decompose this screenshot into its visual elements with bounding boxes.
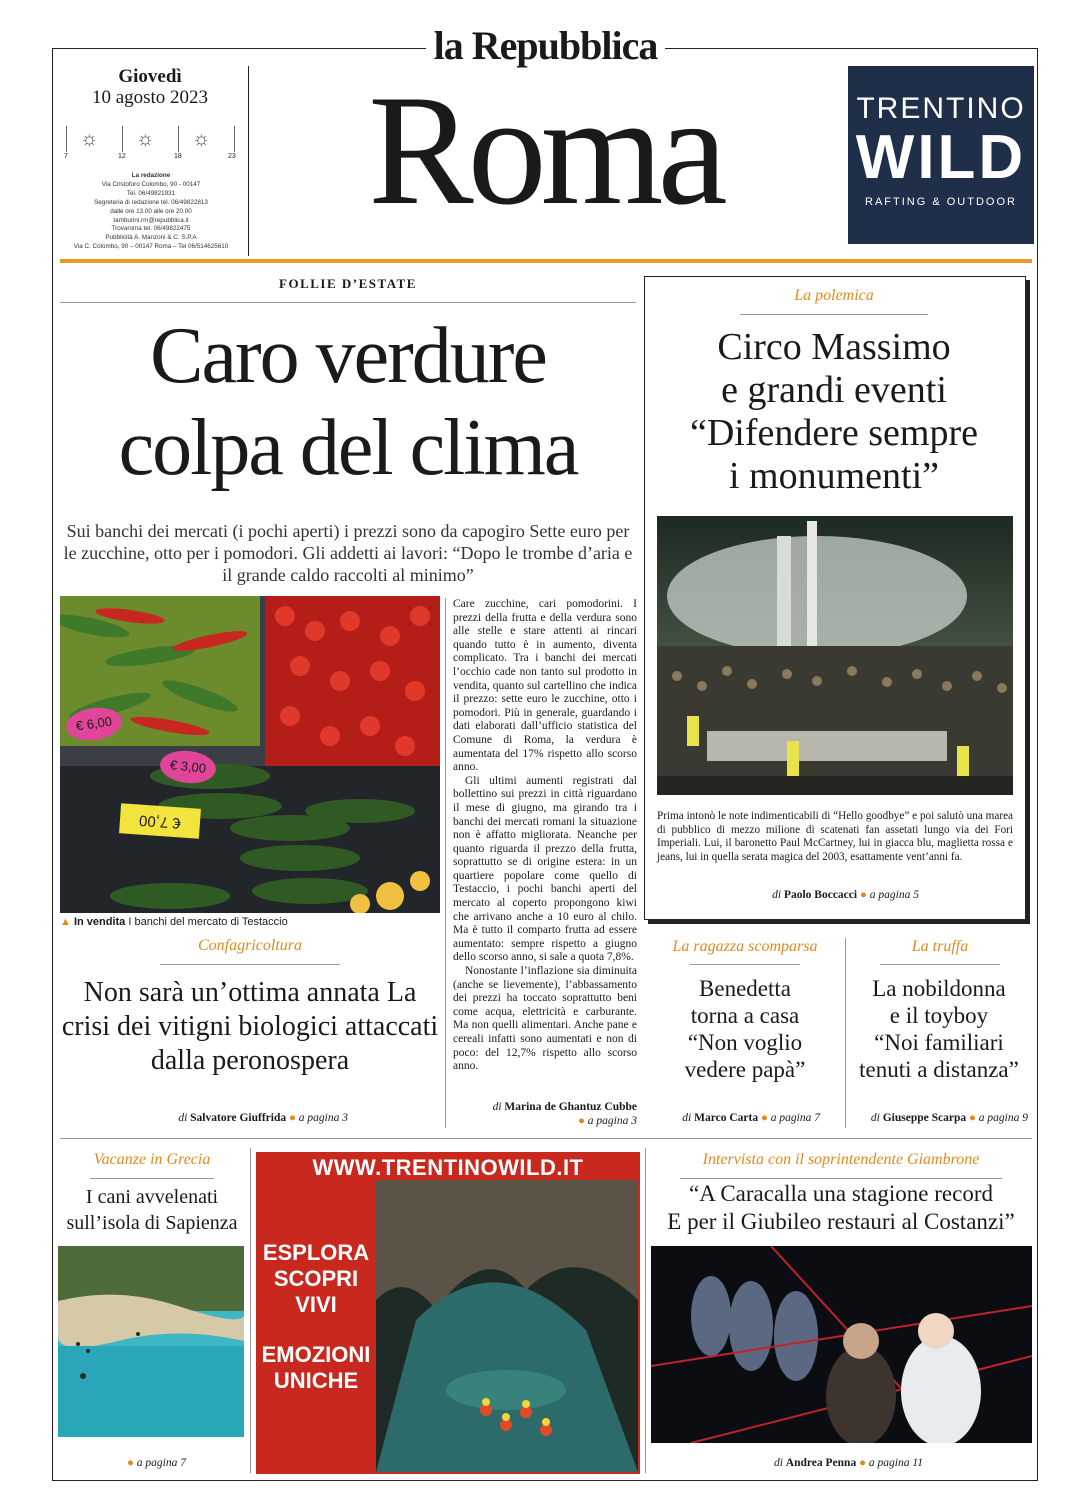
header-divider xyxy=(60,259,1032,263)
sun-icon: ☼ xyxy=(80,128,99,150)
beach-photo xyxy=(58,1246,244,1437)
main-headline[interactable]: Caro verdure colpa del clima xyxy=(118,312,578,492)
vitigni-section: Confagricoltura xyxy=(197,937,302,954)
cave-kayak-photo xyxy=(376,1180,638,1472)
weather-strip: ☼ 7 12 ☼ 18 ☼ 23 xyxy=(64,128,236,160)
opera-photo xyxy=(651,1246,1032,1443)
truffa-headline[interactable]: La nobildonna e il toyboy “Noi familiari tenuti a distanza” xyxy=(859,976,1019,1082)
main-byline: di Marina de Ghantuz Cubbe xyxy=(492,1101,637,1113)
main-body: Care zucchine, cari pomodorini. I prezzi della frutta e della verdura sono alle stelle e stare attenti ai rincari quando tutto è in aumento, diventa complicato. Tra i banchi dei mercati l’occhio cade non tanto sul prodotto in vendita, quanto sul cartellino che indica il prezzo: sette euro le zucchine, otto i pomodori. Più in generale, guardando i dati elaborati dall’ufficio statistica del Comune di Roma, la verdura è aumentata del 17% rispetto allo scorso anno. Gli ultimi aumenti registrati dal bollettino sui prezzi in città riguardano il mese di giugno, ma girando tra i banchi dei mercati romani la situazione non è affatto migliorata. Neanche per quanto riguarda il prezzo della frutta, soprattutto se di origine estera: in un quartiere popolare come quello di Testaccio, i pochi banchi aperti del mercato al coperto propongono kiwi che arrivano anche a 10 euro al chilo. Ma è tutto il comparto frutta ad essere aumentato: sempre rispetto a giugno dello scorso anno, si sale a quota 7,8%. Nonostante l’inflazione sia diminuita (anche se lievemente), l’abbassamento dei prezzi ha toccato soprattutto beni come acqua, elettricità e carburante. Ma non quelli alimentari. Anche pane e cereali infatti sono aumentati e non di poco: del 12,7% rispetto allo scorso anno. xyxy=(453,598,637,1073)
sun-icon: ☼ xyxy=(136,128,155,150)
vitigni-byline[interactable]: di Salvatore Giuffrida ● a pagina 3 xyxy=(178,1112,348,1124)
grecia-page-ref[interactable]: ● a pagina 7 xyxy=(126,1457,186,1469)
ragazza-section: La ragazza scomparsa xyxy=(672,938,818,955)
ad-trentino-wild[interactable]: TRENTINO WILD RAFTING & OUTDOOR xyxy=(848,66,1034,244)
main-subhead: Sui banchi dei mercati (i pochi aperti) i prezzi sono da capogiro Sette euro per le zucchine, otto per i pomodori. Gli addetti ai lavori: “Dopo le trombe d’aria e il grande caldo raccolti al minimo” xyxy=(63,521,633,585)
circo-headline[interactable]: Circo Massimo e grandi eventi “Difendere sempre i monumenti” xyxy=(689,326,978,497)
truffa-section: La truffa xyxy=(911,938,969,955)
promo-slogan: ESPLORA SCOPRI VIVI xyxy=(262,1240,370,1317)
circo-section: La polemica xyxy=(794,287,874,304)
truffa-byline[interactable]: di Giuseppe Scarpa ● a pagina 9 xyxy=(870,1112,1028,1124)
price-tag: € 6,00 xyxy=(64,704,124,743)
circo-caption: Prima intonò le note indimenticabili di “Hello goodbye” e poi salutò una marea di pubblico di mezzo milione di scatenati fan assetati lungo via dei Fori Imperiali. Lui, il baronetto Paul McCartney, lui in giacca blu, maglietta rossa e jeans, lui in quella serata magica del 2003, esattamente vent’anni fa. xyxy=(657,810,1013,863)
caracalla-section: Intervista con il soprintendente Giambrone xyxy=(702,1151,980,1168)
ragazza-headline[interactable]: Benedetta torna a casa “Non voglio vedere papà” xyxy=(684,976,806,1082)
vitigni-headline[interactable]: Non sarà un’ottima annata La crisi dei vitigni biologici attaccati dalla peronospera xyxy=(61,977,439,1076)
price-tag: € 7,00 xyxy=(119,803,201,839)
caracalla-headline[interactable]: “A Caracalla una stagione record E per il Giubileo restauri al Costanzi” xyxy=(667,1181,1015,1234)
circo-byline[interactable]: di Paolo Boccacci ● a pagina 5 xyxy=(772,889,919,901)
issue-date: Giovedì 10 agosto 2023 xyxy=(91,66,209,108)
concert-photo xyxy=(657,516,1013,795)
promo-trentinowild[interactable] xyxy=(256,1152,640,1474)
promo-url[interactable]: WWW.TRENTINOWILD.IT xyxy=(312,1155,584,1180)
main-page-ref[interactable]: ● a pagina 3 xyxy=(577,1115,637,1127)
ragazza-byline[interactable]: di Marco Carta ● a pagina 7 xyxy=(682,1112,820,1124)
price-tag: € 3,00 xyxy=(158,748,217,786)
grecia-section: Vacanze in Grecia xyxy=(93,1151,211,1168)
redazione-info: La redazione Via Cristoforo Colombo, 90 - 00147 Tel. 06/49821931 Segreteria di redazione tel. 06/49822813 dalle ore 13.00 alle ore 20.00 tamburini.rm@repubblica.it Trovaroma tel. 06/49822475 Pubblicità A. Manzoni & C. S.P.A Via C. Colombo, 90 – 00147 Roma – Tel 06/514625610 xyxy=(73,172,229,251)
main-kicker: FOLLIE D’ESTATE xyxy=(279,276,417,291)
main-photo-caption: ▲ In vendita I banchi del mercato di Testaccio xyxy=(60,916,288,928)
promo-slogan-2: EMOZIONI UNICHE xyxy=(261,1342,371,1393)
grecia-headline[interactable]: I cani avvelenati sull’isola di Sapienza xyxy=(66,1186,238,1234)
edition-city: Roma xyxy=(368,63,722,238)
caracalla-byline[interactable]: di Andrea Penna ● a pagina 11 xyxy=(773,1457,923,1469)
vegetables-photo xyxy=(60,596,440,913)
sun-icon: ☼ xyxy=(192,128,211,150)
masthead: la Repubblica xyxy=(0,22,1091,69)
